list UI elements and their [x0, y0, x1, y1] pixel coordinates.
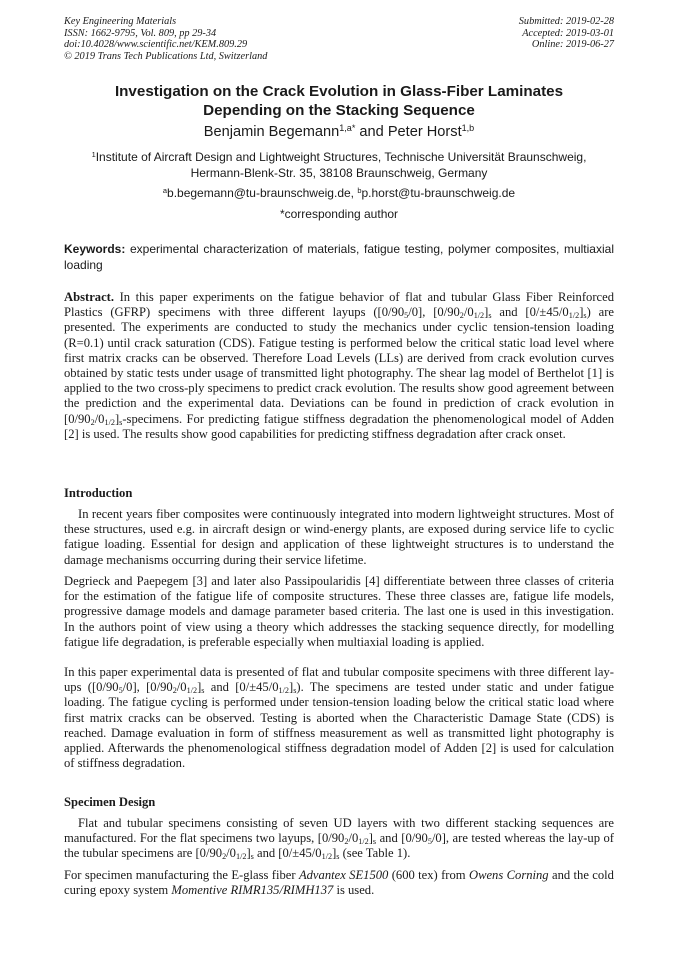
keywords-text: experimental characterization of materials, fatigue testing, polymer composites, multiaxial loading [64, 242, 614, 272]
journal-name: Key Engineering Materials [64, 16, 177, 27]
email-a-mark: a [162, 185, 168, 195]
title-line-2: Depending on the Stacking Sequence [203, 102, 475, 119]
issn-line: ISSN: 1662-9795, Vol. 809, pp 29-34 [64, 27, 217, 39]
title-line-1: Investigation on the Crack Evolution in Glass-Fiber Laminates [114, 83, 564, 100]
email-b-link[interactable]: p.horst@tu-braunschweig.de [361, 186, 516, 200]
intro-paragraph-3: In this paper experimental data is presented of flat and tubular composite specimens with three different lay-ups ($[0/90_5/0]$, $[0/90_2/0_{1/2}]_s$ and $[0/\pm 45/0_{1/2}]_s$). The specimens are tested under static and under fatigue loading. The fatigue cycling is performed under tension-tension loading below the critical static load where first matrix cracks can be observed. Testing is aborted when the Characteristic Damage State (CDS) is reached. Damage evaluation in form of stiffness measurement as well as transmitted light photography is applied. Afterwards the phenomenological stiffness degradation model of Adden [2] is used for calculation of stiffness degradation. [64, 665, 615, 771]
author-2-affil-mark: 1,b [461, 123, 475, 134]
keywords-label: Keywords: [64, 242, 126, 256]
doi-line: doi:10.4028/www.scientific.net/KEM.809.29 [64, 39, 248, 50]
epoxy-system-name: Momentive RIMR135/RIMH137 [171, 883, 334, 898]
author-separator: and [355, 124, 388, 140]
author-list [40, 123, 638, 141]
accepted-date: Accepted: 2019-03-01 [522, 27, 614, 39]
journal-header-right [519, 16, 614, 51]
section-heading-specimen-design: Specimen Design [64, 795, 156, 809]
author-emails [40, 185, 638, 201]
paper-title [40, 82, 638, 120]
intro-paragraph-2: Degrieck and Paepegem [3] and later also Passipoularidis [4] differentiate between three classes of criteria for the estimation of the fatigue life of composite structures. These three classes are, fatigue life models, progressive damage models and damage parameter based criteria. The last one is used in this investigation. In the authors point of view using a theory which addresses the stacking sequence directly, for modelling fatigue life degradation, is preferable especially when multiaxial loading is applied. [64, 574, 614, 649]
fiber-product-name: Advantex SE1500 [298, 868, 389, 882]
corresponding-author-note: *corresponding author [279, 207, 399, 221]
email-b-mark: b [357, 185, 362, 195]
section-heading-introduction: Introduction [64, 486, 133, 500]
author-1: Benjamin Begemann [203, 124, 340, 140]
abstract-label: Abstract. [64, 290, 115, 304]
abstract: Abstract. In this paper experiments on the fatigue behavior of flat and tubular Glass Fiber Reinforced Plastics (GFRP) specimens with three different layups ($[0/90_5/0]$, $[0/90_2/0_{1/2}]_s$ and $[0/\pm 45/0_{1/2}]_s$) are presented. The experiments are conducted to study the mechanics under cyclic tension-tension loading (R=0.1) until crack saturation (CDS). Fatigue testing is performed below the critical static load level where first matrix cracks can be observed. Therefore Load Levels (LLs) are derived from crack evolution curves obtained by static tests under usage of transmitted light photography. The shear lag model of Berthelot [1] is applied to the two cross-ply specimens to predict crack evolution. The results show good agreement between the prediction and the experimental data. Deviations can be found in prediction of crack evolution in $[0/90_2/0_{1/2}]_s$-specimens. For predicting fatigue stiffness degradation the phenomenological model of Adden [2] is used. The results show good capabilities for predicting stiffness degradation after crack onset. [64, 290, 615, 441]
online-date: Online: 2019-06-27 [531, 39, 614, 50]
author-2: Peter Horst [387, 124, 462, 140]
affiliation-mark: 1 [91, 149, 96, 159]
keywords [64, 241, 614, 273]
copyright-line: © 2019 Trans Tech Publications Ltd, Switzerland [64, 50, 268, 62]
author-1-affil-mark: 1,a* [339, 123, 356, 134]
specimen-paragraph-1: Flat and tubular specimens consisting of seven UD layers with two different stacking sequences are manufactured. For the flat specimens two layups, $[0/90_2/0_{1/2}]_s$ and $[0/90_5/0]$, are tested whereas the lay-up of the tubular specimens are $[0/90_2/0_{1/2}]_s$ and $[0/\pm 45/0_{1/2}]_s$ (see Table 1). [64, 816, 614, 862]
submitted-date: Submitted: 2019-02-28 [518, 16, 614, 27]
affiliation-line-1: Institute of Aircraft Design and Lightweight Structures, Technische Universität Braunschweig, [95, 150, 587, 164]
specimen-paragraph-2: For specimen manufacturing the E-glass fiber Advantex SE1500 (600 tex) from Owens Corning and the cold curing epoxy system Momentive RIMR135/RIMH137 is used. [64, 868, 614, 898]
journal-header-left [64, 16, 267, 62]
manufacturer-name: Owens Corning [468, 868, 549, 882]
intro-paragraph-1: In recent years fiber composites were continuously integrated into modern lightweight structures. Most of these structures, used e.g. in aircraft design or wind-energy plants, are exposed during service life to cyclic fatigue loading. Essential for design and application of these lightweight structures is to understand the damage mechanisms occurring during their service lifetime. [64, 507, 614, 567]
affiliation-line-2: Hermann-Blenk-Str. 35, 38108 Braunschweig, Germany [190, 166, 488, 180]
affiliation [40, 149, 638, 181]
email-a-link[interactable]: b.begemann@tu-braunschweig.de, [167, 186, 354, 200]
